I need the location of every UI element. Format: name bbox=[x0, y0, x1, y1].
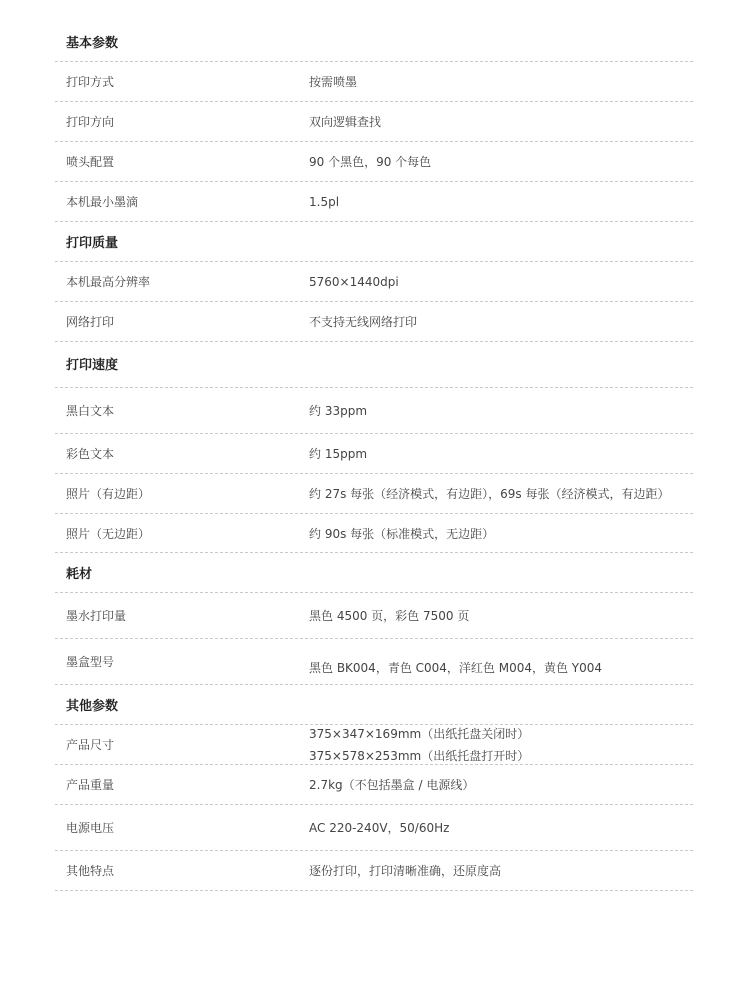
spec-row-mono-text bbox=[55, 388, 693, 434]
spec-value: 1.5pl bbox=[309, 194, 340, 209]
spec-value: 2.7kg（不包括墨盒 / 电源线） bbox=[309, 778, 475, 792]
section-title: 打印质量 bbox=[66, 236, 119, 251]
spec-label: 产品尺寸 bbox=[66, 738, 115, 752]
spec-label: 喷头配置 bbox=[66, 155, 115, 169]
spec-label: 黑白文本 bbox=[66, 404, 115, 418]
spec-label: 产品重量 bbox=[66, 778, 115, 792]
spec-value: 不支持无线网络打印 bbox=[309, 315, 418, 329]
section-title: 耗材 bbox=[66, 567, 93, 582]
spec-row-ink-yield bbox=[55, 593, 693, 639]
spec-row-max-resolution bbox=[55, 262, 693, 302]
section-header-quality bbox=[55, 222, 693, 262]
section-title: 打印速度 bbox=[66, 358, 119, 373]
spec-row-other-features bbox=[55, 851, 693, 891]
spec-label: 打印方式 bbox=[66, 75, 115, 89]
spec-value: 按需喷墨 bbox=[309, 75, 358, 89]
spec-value: AC 220-240V，50/60Hz bbox=[309, 821, 450, 835]
spec-row-photo-bordered bbox=[55, 474, 693, 514]
spec-value: 逐份打印，打印清晰准确，还原度高 bbox=[309, 864, 502, 878]
spec-row-weight bbox=[55, 765, 693, 805]
section-title: 基本参数 bbox=[66, 36, 119, 51]
spec-label: 本机最小墨滴 bbox=[66, 195, 139, 209]
spec-label: 本机最高分辨率 bbox=[66, 275, 151, 289]
spec-value: 约 90s 每张（标准模式，无边距） bbox=[309, 526, 495, 541]
spec-label: 照片（无边距） bbox=[66, 526, 151, 541]
spec-value: 双向逻辑查找 bbox=[309, 115, 382, 129]
spec-table bbox=[55, 22, 693, 891]
spec-row-cartridge-model bbox=[55, 639, 693, 685]
spec-value: 约 15ppm bbox=[309, 447, 368, 461]
spec-label: 电源电压 bbox=[66, 821, 115, 835]
section-header-consumables bbox=[55, 553, 693, 593]
spec-value: 90 个黑色，90 个每色 bbox=[309, 155, 432, 169]
spec-value-line: 375×578×253mm（出纸托盘打开时） bbox=[309, 748, 530, 763]
spec-value: 黑色 4500 页，彩色 7500 页 bbox=[309, 609, 470, 623]
spec-row-dimensions bbox=[55, 725, 693, 765]
spec-label: 其他特点 bbox=[66, 864, 115, 878]
spec-label: 墨盒型号 bbox=[66, 655, 115, 669]
spec-row-network-print bbox=[55, 302, 693, 342]
section-header-other bbox=[55, 685, 693, 725]
spec-label: 照片（有边距） bbox=[66, 487, 151, 501]
spec-label: 网络打印 bbox=[66, 315, 115, 329]
spec-value: 黑色 BK004，青色 C004，洋红色 M004，黄色 Y004 bbox=[309, 661, 603, 675]
spec-value bbox=[309, 723, 693, 767]
spec-row-print-direction bbox=[55, 102, 693, 142]
section-title: 其他参数 bbox=[66, 699, 119, 714]
spec-row-power-voltage bbox=[55, 805, 693, 851]
spec-label: 打印方向 bbox=[66, 115, 115, 129]
section-header-speed bbox=[55, 342, 693, 388]
spec-value: 约 33ppm bbox=[309, 404, 368, 418]
spec-row-min-droplet bbox=[55, 182, 693, 222]
spec-value-line: 375×347×169mm（出纸托盘关闭时） bbox=[309, 726, 530, 741]
spec-row-color-text bbox=[55, 434, 693, 474]
spec-row-print-method bbox=[55, 62, 693, 102]
spec-row-nozzle-config bbox=[55, 142, 693, 182]
spec-value: 5760×1440dpi bbox=[309, 274, 399, 289]
section-header-basic bbox=[55, 22, 693, 62]
spec-label: 彩色文本 bbox=[66, 447, 115, 461]
spec-label: 墨水打印量 bbox=[66, 609, 127, 623]
spec-value: 约 27s 每张（经济模式，有边距），69s 每张（经济模式，有边距） bbox=[309, 487, 670, 501]
spec-row-photo-borderless bbox=[55, 514, 693, 553]
